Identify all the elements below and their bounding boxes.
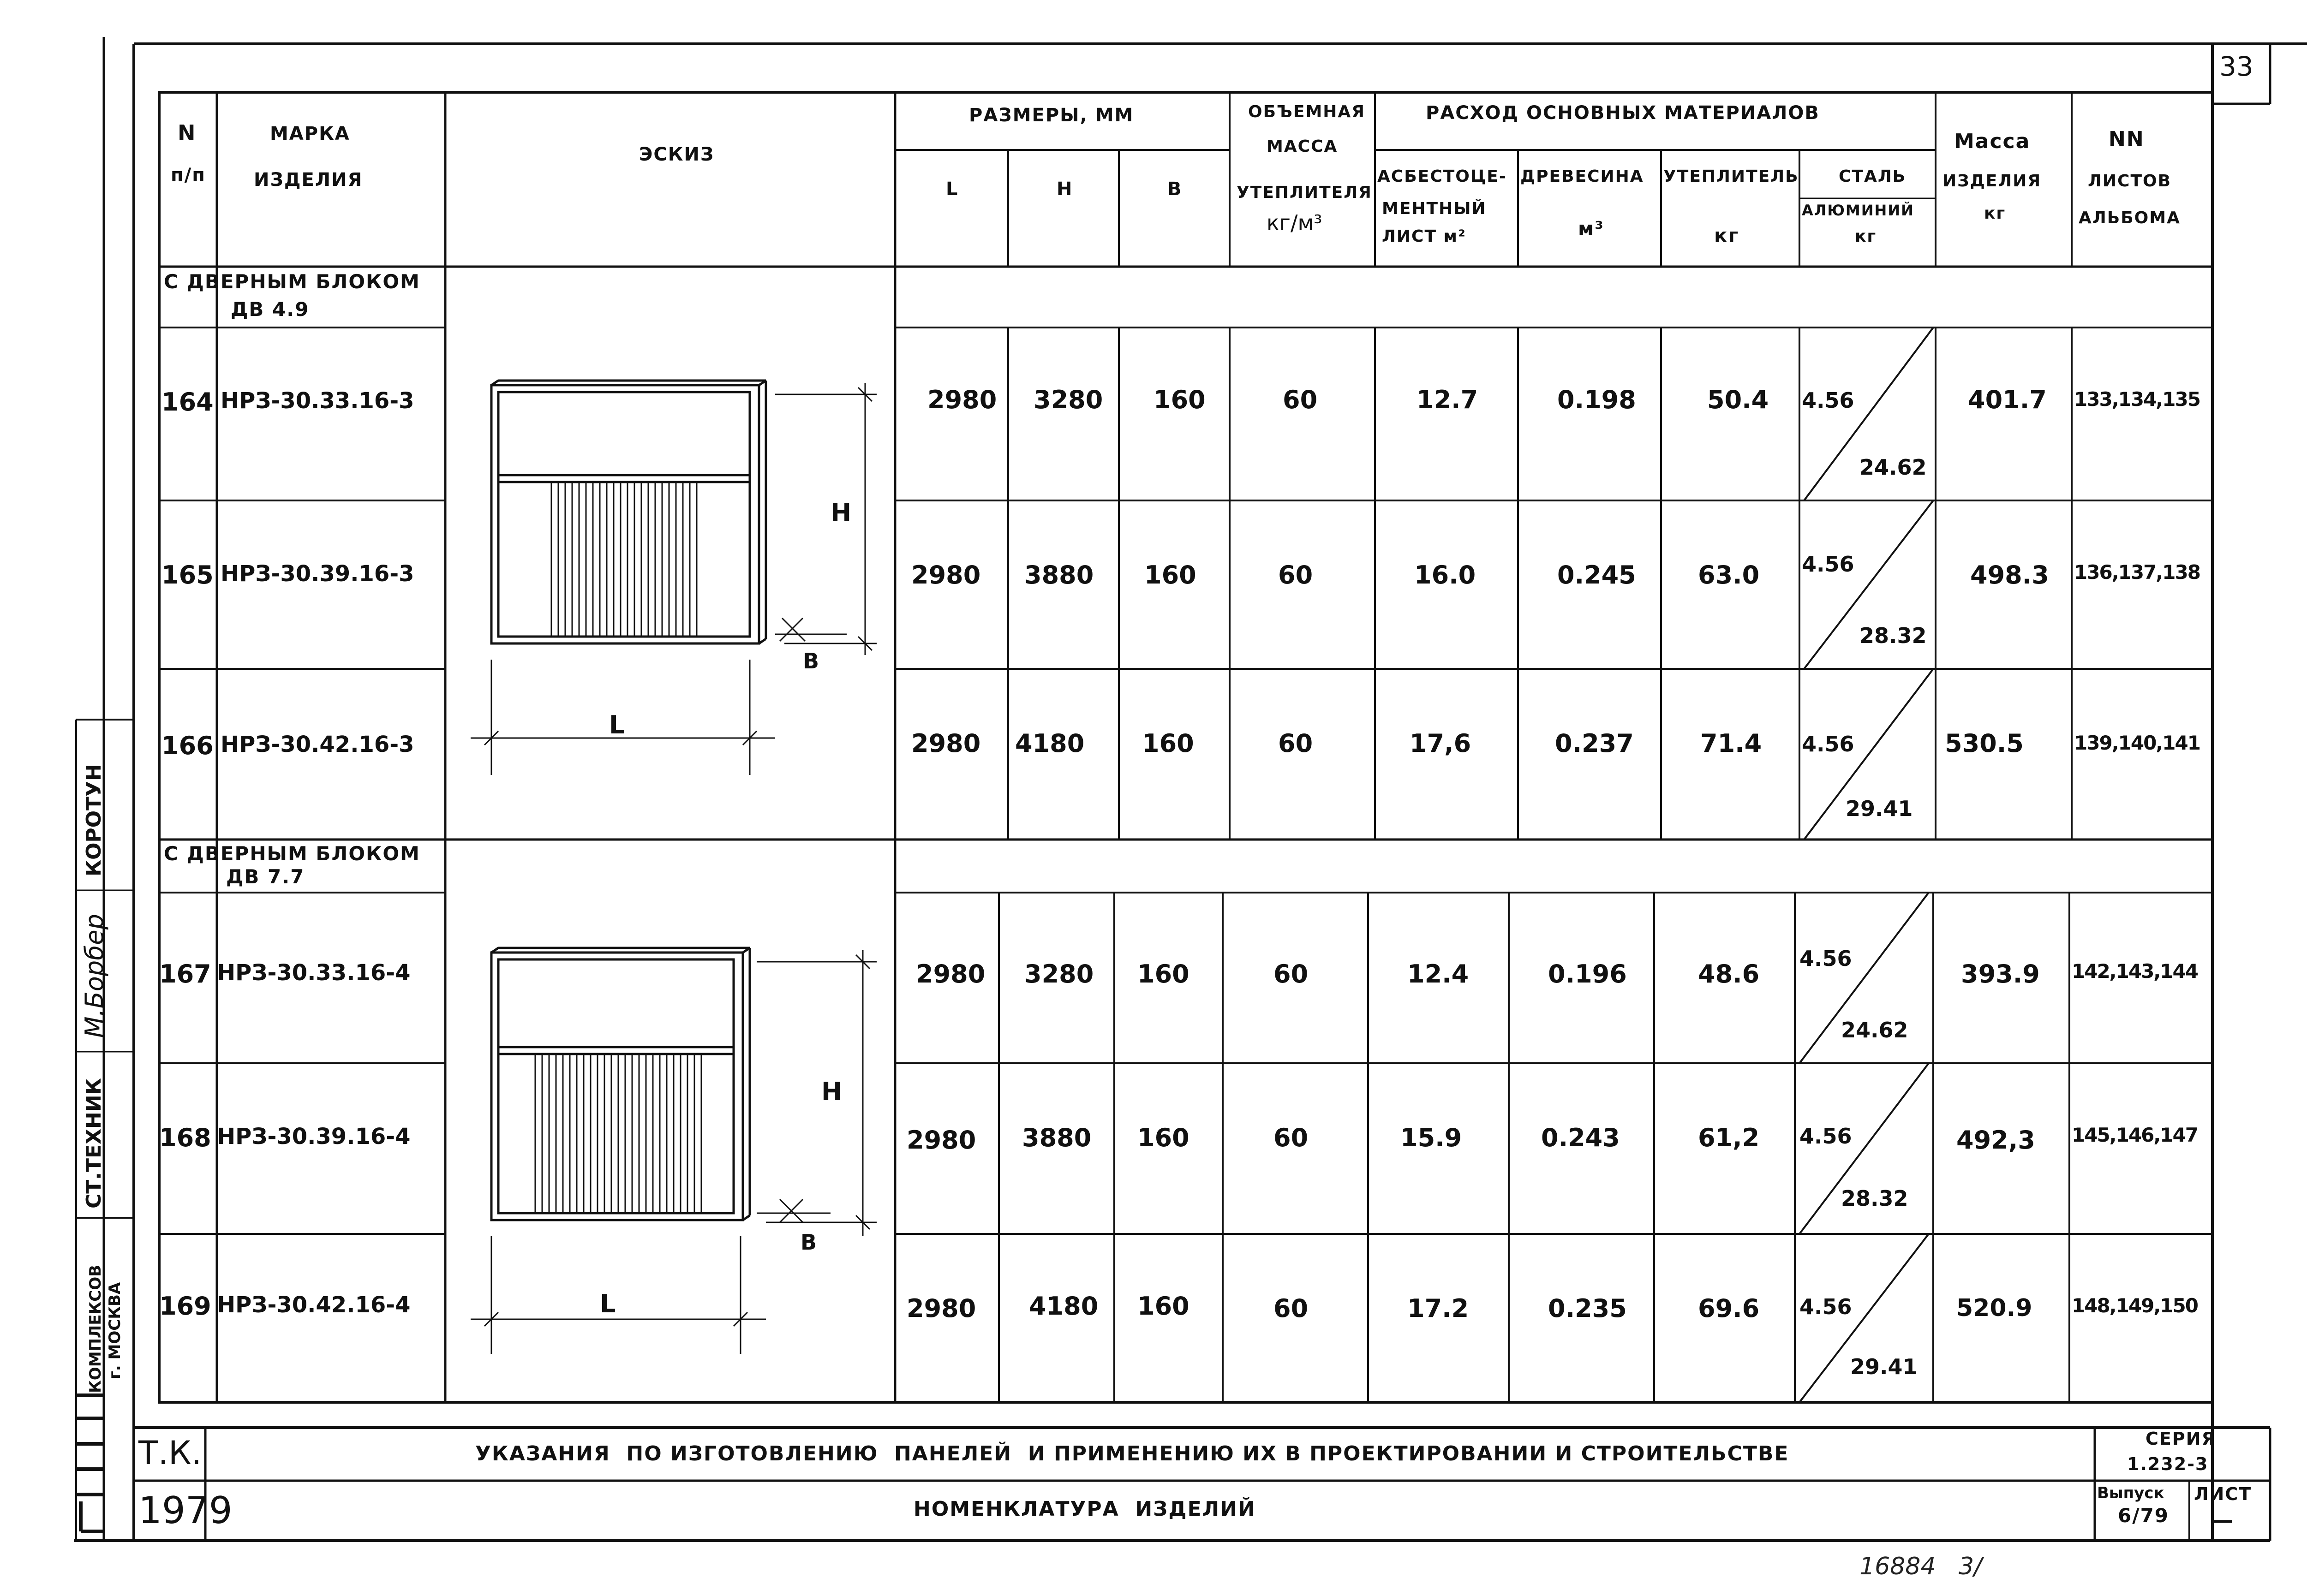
header-asb-2: МЕНТНЫЙ (1382, 199, 1487, 218)
row-steel: 4.56 (1799, 1294, 1852, 1319)
header-sheets-1: NN (2109, 127, 2145, 151)
row-asb: 15.9 (1400, 1123, 1462, 1152)
row-l: 2980 (927, 385, 997, 414)
row-wood: 0.237 (1555, 729, 1634, 758)
row-steel: 4.56 (1802, 388, 1854, 413)
header-mass-1: Масса (1954, 130, 2031, 153)
row-asb: 17.2 (1407, 1294, 1469, 1323)
header-sizes: РАЗМЕРЫ, ММ (969, 105, 1134, 126)
header-size-l: L (946, 179, 959, 200)
header-size-h: Н (1057, 179, 1073, 200)
row-number: 165 (161, 560, 214, 590)
sketch-dim-h-2: Н (821, 1077, 843, 1106)
footer-series-label: СЕРИЯ (2146, 1429, 2216, 1449)
header-insul-unit: кг (1714, 224, 1739, 247)
sketch-dim-b-2: В (801, 1230, 818, 1255)
header-mass-unit: кг (1984, 204, 2006, 223)
sidebar-role: СТ.ТЕХНИК (82, 1078, 106, 1209)
row-alu: 29.41 (1850, 1354, 1918, 1379)
row-insul: 61,2 (1698, 1123, 1760, 1152)
header-sheets-3: АЛЬБОМА (2079, 208, 2181, 227)
header-steel: СТАЛЬ (1839, 167, 1907, 186)
row-mass: 498.3 (1970, 560, 2049, 590)
row-alu: 24.62 (1841, 1018, 1908, 1042)
row-sheets: 139,140,141 (2074, 732, 2200, 754)
row-b: 160 (1137, 1123, 1189, 1152)
row-sheets: 133,134,135 (2074, 388, 2200, 411)
footer-issue-value: 6/79 (2118, 1504, 2170, 1527)
row-b: 160 (1137, 959, 1189, 989)
header-density-unit: кг/м³ (1267, 210, 1322, 235)
header-sheets-2: ЛИСТОВ (2088, 172, 2172, 191)
row-alu: 28.32 (1841, 1186, 1908, 1211)
row-mass: 520.9 (1956, 1294, 2032, 1322)
footer-title: УКАЗАНИЯ ПО ИЗГОТОВЛЕНИЮ ПАНЕЛЕЙ И ПРИМЕНЕНИЮ ИХ В ПРОЕКТИРОВАНИИ И СТРОИТЕЛЬСТВЕ (475, 1442, 1789, 1465)
row-steel: 4.56 (1802, 552, 1854, 577)
row-h: 3280 (1034, 385, 1103, 414)
row-b: 160 (1144, 560, 1196, 590)
row-sheets: 148,149,150 (2072, 1294, 2198, 1317)
row-wood: 0.235 (1548, 1294, 1627, 1323)
row-sheets: 142,143,144 (2072, 960, 2198, 983)
row-density: 60 (1273, 1123, 1309, 1152)
row-asb: 16.0 (1414, 560, 1476, 590)
row-mark: НРЗ-30.39.16-4 (217, 1124, 411, 1149)
row-mass: 530.5 (1945, 729, 2024, 758)
sidebar-org-1: КОМПЛЕКСОВ (86, 1264, 105, 1393)
row-asb: 12.4 (1407, 959, 1469, 989)
row-mass: 401.7 (1968, 385, 2047, 414)
row-insul: 63.0 (1698, 560, 1760, 590)
row-l: 2980 (907, 1294, 976, 1323)
row-asb: 12.7 (1416, 385, 1478, 414)
row-asb: 17,6 (1410, 729, 1471, 758)
header-num-sub: п/п (171, 165, 206, 186)
header-density-3: УТЕПЛИТЕЛЯ (1237, 183, 1372, 202)
row-l: 2980 (916, 959, 986, 989)
header-wood: ДРЕВЕСИНА (1520, 167, 1644, 186)
row-density: 60 (1273, 959, 1309, 989)
row-wood: 0.196 (1548, 959, 1627, 989)
header-sketch: ЭСКИЗ (639, 144, 715, 165)
header-num: N (178, 120, 197, 145)
row-steel: 4.56 (1799, 1124, 1852, 1149)
header-size-b: В (1167, 179, 1183, 200)
row-mark: НРЗ-30.42.16-4 (217, 1292, 411, 1318)
footer-year: 1979 (138, 1489, 233, 1532)
bottom-note: 16884 3/ (1859, 1553, 1982, 1580)
row-h: 3280 (1024, 959, 1094, 989)
row-insul: 50.4 (1707, 385, 1769, 414)
row-wood: 0.245 (1557, 560, 1636, 590)
sidebar-name: КОРОТУН (82, 764, 106, 876)
row-sheets: 145,146,147 (2072, 1124, 2198, 1146)
row-l: 2980 (907, 1126, 976, 1155)
row-l: 2980 (911, 560, 981, 590)
row-density: 60 (1278, 729, 1313, 758)
row-mark: НРЗ-30.39.16-3 (221, 561, 414, 587)
sidebar-signature: М.Борбер (80, 914, 109, 1038)
row-density: 60 (1273, 1294, 1309, 1323)
row-steel: 4.56 (1799, 946, 1852, 971)
page-number: 33 (2219, 51, 2253, 82)
group-title-2: С ДВЕРНЫМ БЛОКОМ (164, 842, 420, 865)
row-h: 4180 (1015, 729, 1085, 758)
sketch-dim-l: L (609, 710, 625, 739)
header-mark: МАРКА (270, 123, 350, 144)
header-asb-3: ЛИСТ м² (1382, 227, 1466, 246)
row-number: 169 (159, 1292, 211, 1321)
sketch-dim-l-2: L (600, 1289, 616, 1318)
sketch-dim-h: Н (831, 498, 852, 527)
header-density-2: МАССА (1267, 137, 1338, 156)
header-mark-sub: ИЗДЕЛИЯ (254, 169, 363, 191)
row-wood: 0.198 (1557, 385, 1636, 414)
row-density: 60 (1283, 385, 1318, 414)
footer-org: Т.К. (138, 1434, 202, 1472)
header-alu: АЛЮМИНИЙ (1802, 202, 1914, 219)
row-wood: 0.243 (1541, 1123, 1620, 1152)
header-insul: УТЕПЛИТЕЛЬ (1663, 167, 1799, 186)
row-number: 168 (159, 1123, 211, 1152)
group-subtitle-2: ДВ 7.7 (226, 865, 305, 888)
row-mark: НРЗ-30.42.16-3 (221, 732, 414, 757)
footer-issue-label: Выпуск (2097, 1484, 2164, 1502)
row-alu: 28.32 (1859, 623, 1927, 648)
sketch-dim-b: В (803, 649, 820, 673)
row-b: 160 (1154, 385, 1206, 414)
row-l: 2980 (911, 729, 981, 758)
row-h: 3880 (1022, 1123, 1092, 1152)
sidebar-org-2: г. МОСКВА (106, 1282, 124, 1379)
row-number: 164 (161, 387, 214, 417)
row-density: 60 (1278, 560, 1313, 590)
row-mark: НРЗ-30.33.16-4 (217, 960, 411, 986)
footer-subtitle: НОМЕНКЛАТУРА ИЗДЕЛИЙ (914, 1497, 1256, 1521)
footer-sheet-label: ЛИСТ (2194, 1484, 2252, 1504)
row-number: 167 (159, 959, 211, 989)
header-asb-1: АСБЕСТОЦЕ- (1377, 167, 1507, 186)
header-materials: РАСХОД ОСНОВНЫХ МАТЕРИАЛОВ (1426, 102, 1820, 124)
row-insul: 71.4 (1700, 729, 1762, 758)
row-mass: 393.9 (1961, 959, 2040, 989)
row-b: 160 (1142, 729, 1194, 758)
footer-sheet-value: — (2210, 1507, 2234, 1533)
group-subtitle-1: ДВ 4.9 (231, 298, 310, 321)
row-sheets: 136,137,138 (2074, 561, 2200, 584)
row-mark: НРЗ-30.33.16-3 (221, 388, 414, 414)
header-mass-2: ИЗДЕЛИЯ (1942, 172, 2042, 191)
row-insul: 69.6 (1698, 1294, 1760, 1323)
header-wood-unit: м³ (1578, 217, 1604, 240)
row-steel: 4.56 (1802, 732, 1854, 756)
group-title-1: С ДВЕРНЫМ БЛОКОМ (164, 270, 420, 293)
row-h: 4180 (1029, 1292, 1099, 1321)
header-density-1: ОБЪЕМНАЯ (1248, 102, 1365, 121)
row-b: 160 (1137, 1292, 1189, 1321)
header-steel-unit: кг (1855, 227, 1877, 246)
row-alu: 29.41 (1846, 796, 1913, 821)
row-alu: 24.62 (1859, 455, 1927, 480)
footer-series-value: 1.232-3 (2127, 1454, 2209, 1474)
row-number: 166 (161, 731, 214, 760)
row-insul: 48.6 (1698, 959, 1760, 989)
row-h: 3880 (1024, 560, 1094, 590)
row-mass: 492,3 (1956, 1126, 2035, 1155)
